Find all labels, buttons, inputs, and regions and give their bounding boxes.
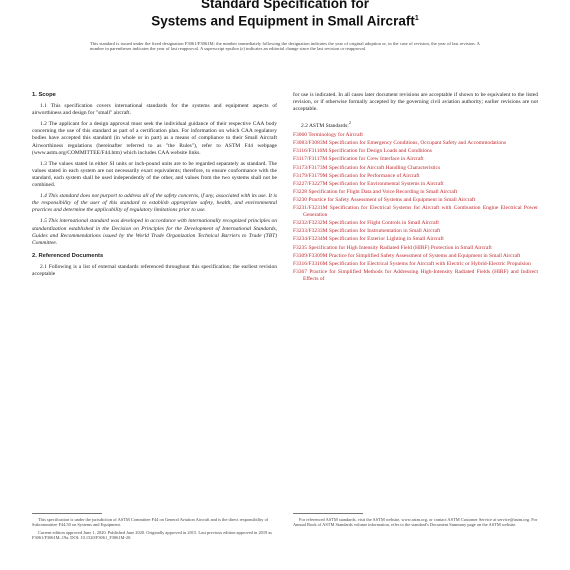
left-column [32,92,277,284]
reference-code-link[interactable]: F3227/F3227M [293,180,328,187]
footnote-divider [293,513,363,514]
reference-title: Practice for Simplified Safety Assessment of Systems and Equipment in Small Aircraft [328,252,521,259]
document-title [32,0,538,29]
reference-title: Specification for Aircraft Handling Characteristics [328,164,441,171]
reference-item [293,140,538,147]
reference-title: Specification for Flight Data and Voice Recording in Small Aircraft [308,188,458,195]
footnote-1a: This specification is under the jurisdiction of ASTM Committee F44 on General Aviation Aircraft and is the direct responsibility of Subcommittee F44.50 on Systems and Equipment. [32,517,269,528]
refdocs-para-2-1: 2.1 Following is a list of external standards referenced throughout this specification; the earliest revision acceptable [32,263,277,277]
reference-title: Practice for Simplified Methods for Addressing High-Intensity Radiated Fields (HIRF) and Indirect Effects of [303,268,539,282]
designation-note: This standard is issued under the fixed designation F3061/F3061M; the number immediately following the designation indicates the year of original adoption or, in the case of revision, the year of last revision. A number in parentheses indicates the year of last reapproval. A superscript epsilon (ε) indicates an editorial change since the last revision or reapproval. [90,40,480,52]
scope-para-1-4: 1.4 This standard does not purport to address all of the safety concerns, if any, associated with its use. It is the responsibility of the user of this standard to establish appropriate safety, health, and environmental practices and determine the applicability of regulatory limitations prior to use. [32,193,277,214]
footnote-2: For referenced ASTM standards, visit the ASTM website, www.astm.org, or contact ASTM Customer Service at service@astm.org. For Annual Book of ASTM Standards volume information, refer to the standard's Document Summary page on the ASTM website. [293,517,538,528]
reference-item [293,228,538,235]
reference-code-link[interactable]: F3228 [293,188,308,195]
reference-code-link[interactable]: F3316/F3316M [293,260,328,267]
reference-item [293,253,538,260]
reference-title: Specification for High Intensity Radiated Field (HIRF) Protection in Small Aircraft [308,244,492,251]
reference-item [293,220,538,227]
reference-code-link[interactable]: F3367 [293,268,308,275]
reference-item [293,173,538,180]
astm-standards-heading [301,119,538,130]
reference-code-link[interactable]: F3231/F3231M [293,205,328,212]
right-footnotes [293,510,538,543]
reference-title: Specification for Design Loads and Conditions [328,148,432,155]
reference-code-link[interactable]: F3234/F3234M [293,236,328,243]
reference-title: Specification for Electrical Systems for Aircraft with Combustion Engine Electrical Power Generation [303,205,538,219]
reference-title: Specification for Emergency Conditions, Occupant Safety and Accommodations [328,140,506,147]
reference-code-link[interactable]: F3173/F3173M [293,164,328,171]
reference-item [293,181,538,188]
referenced-documents-heading: 2. Referenced Documents [32,252,104,259]
reference-code-link[interactable]: F3233/F3233M [293,228,328,235]
reference-title: Specification for Flight Controls in Small Aircraft [328,220,439,227]
footnote-1b: Current edition approved June 1, 2020. Published June 2020. Originally approved in 2015. Last previous edition approved in 2019 as F3061/F3061M–19a. DOI: 10.1520/F3061_F3061M-20. [32,529,273,541]
reference-item [293,205,538,219]
reference-code-link[interactable]: F3116/F3116M [293,148,328,155]
reference-item [293,156,538,163]
left-footnotes [32,510,277,543]
reference-item [293,261,538,268]
reference-item [293,245,538,252]
reference-code-link[interactable]: F3230 [293,196,308,203]
reference-title: Specification for Performance of Aircraft [328,172,420,179]
reference-title: Specification for Electrical Systems for Aircraft with Electric or Hybrid-Electric Propulsion [328,260,531,267]
refdocs-continued-para: for use is indicated. In all cases later document revisions are acceptable if shown to be equivalent to the listed revision, or if otherwise formally accepted by the governing civil aviation authority; earlier revisions are not acceptable. [293,92,538,113]
reference-code-link[interactable]: F3083/F3083M [293,140,328,147]
title-block [32,0,538,52]
scope-para-1-2: 1.2 The applicant for a design approval must seek the individual guidance of their respective CAA body concerning the use of this standard as part of a certification plan. For information on which CAA regulatory bodies have accepted this standard (in whole or in part) as a means of compliance to their Small Aircraft Airworthiness regulations (hereinafter referred to as "the Rules"), refer to ASTM F44 webpage (www.astm.org/COMMITTEE/F44.htm) which includes CAA website links. [32,121,277,156]
astm-footnote-mark: 2 [348,120,351,126]
right-column [293,92,538,284]
footnote-area [32,510,538,543]
reference-item [293,165,538,172]
reference-title: Practice for Safety Assessment of Systems and Equipment in Small Aircraft [308,196,476,203]
reference-code-link[interactable]: F3179/F3179M [293,172,328,179]
reference-code-link[interactable]: F3232/F3232M [293,220,328,227]
reference-item [293,197,538,204]
title-line-2: Systems and Equipment in Small Aircraft [151,13,415,29]
reference-code-link[interactable]: F3060 [293,132,308,139]
astm-standards-label: 2.2 ASTM Standards: [301,123,349,130]
title-line-1: Standard Specification for [200,0,370,11]
reference-item [293,269,538,283]
title-footnote-mark: 1 [414,15,419,22]
reference-item [293,189,538,196]
reference-list [293,132,538,283]
reference-code-link[interactable]: F3117/F3117M [293,156,328,163]
scope-heading: 1. Scope [32,92,56,98]
reference-item [293,132,538,139]
scope-para-1-3: 1.3 The values stated in either SI units or inch-pound units are to be regarded separately as standard. The values stated in each system are not necessarily exact equivalents; therefore, to ensure conformance with the standard, each system shall be used independently of the other, and values from the two systems shall not be combined. [32,160,277,189]
scope-para-1-1: 1.1 This specification covers international standards for the systems and equipment aspects of airworthiness and design for "small" aircraft. [32,103,277,117]
reference-item [293,236,538,243]
body-columns [32,92,538,284]
reference-code-link[interactable]: F3309/F3309M [293,252,328,259]
scope-para-1-5: 1.5 This international standard was developed in accordance with internationally recognized principles on standardization established in the Decision on Principles for the Development of International Standards, Guides and Recommendations issued by the World Trade Organization Technical Barriers to Trade (TBT) Committee. [32,218,277,246]
reference-title: Specification for Crew Interface in Aircraft [328,156,424,163]
reference-item [293,148,538,155]
reference-title: Specification for Environmental Systems in Aircraft [328,180,444,187]
reference-title: Terminology for Aircraft [308,132,363,139]
reference-code-link[interactable]: F3235 [293,244,308,251]
reference-title: Specification for Exterior Lighting in Small Aircraft [328,236,444,243]
reference-title: Specification for Instrumentation in Small Aircraft [328,228,441,235]
footnote-divider [32,513,102,514]
